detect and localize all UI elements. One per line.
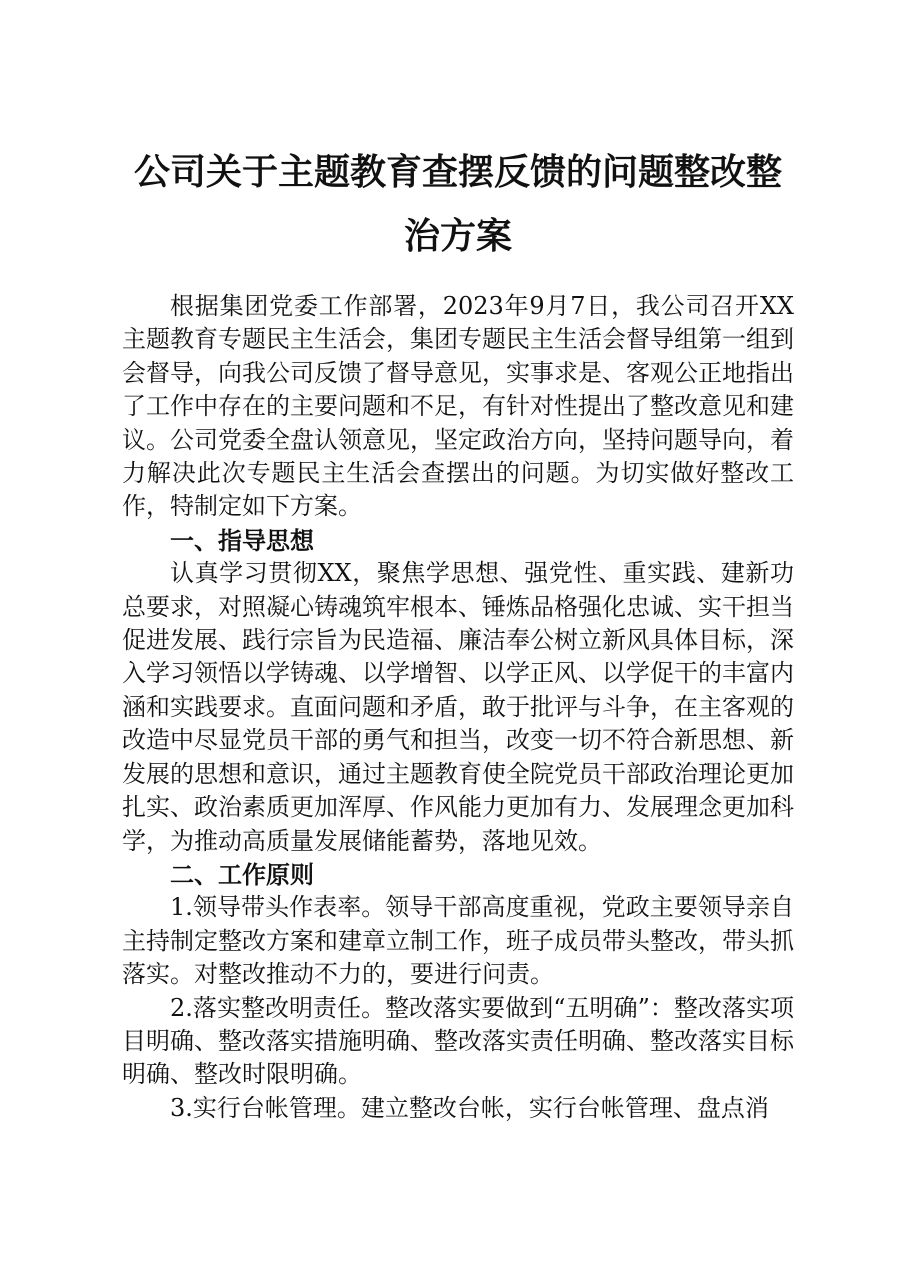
principle-1-paragraph: 1.领导带头作表率。领导干部高度重视，党政主要领导亲自主持制定整改方案和建章立制工作，班子成员带头整改，带头抓落实。对整改推动不力的，要进行问责。 — [122, 893, 794, 989]
document-body — [122, 290, 794, 1125]
document-title: 公司关于主题教育查摆反馈的问题整改整治方案 — [133, 151, 782, 257]
principle-3-paragraph: 3.实行台帐管理。建立整改台帐，实行台帐管理、盘点消 — [170, 1093, 769, 1122]
document-page — [122, 140, 794, 1125]
intro-paragraph: 根据集团党委工作部署，2023年9月7日，我公司召开XX主题教育专题民主生活会，集团专题民主生活会督导组第一组到会督导，向我公司反馈了督导意见，实事求是、客观公正地指出了工作中存在的主要问题和不足，有针对性提出了整改意见和建议。公司党委全盘认领意见，坚定政治方向，坚持问题导向，着力解决此次专题民主生活会查摆出的问题。为切实做好整改工作，特制定如下方案。 — [122, 292, 794, 521]
principle-2-paragraph: 2.落实整改明责任。整改落实要做到“五明确”：整改落实项目明确、整改落实措施明确、整改落实责任明确、整改落实目标明确、整改时限明确。 — [122, 993, 794, 1089]
guiding-thought-paragraph: 认真学习贯彻XX，聚焦学思想、强党性、重实践、建新功总要求，对照凝心铸魂筑牢根本、锤炼品格强化忠诚、实干担当促进发展、践行宗旨为民造福、廉洁奉公树立新风具体目标，深入学习领悟以学铸魂、以学增智、以学正风、以学促干的丰富内涵和实践要求。直面问题和矛盾，敢于批评与斗争，在主客观的改造中尽显党员干部的勇气和担当，改变一切不符合新思想、新发展的思想和意识，通过主题教育使全院党员干部政治理论更加扎实、政治素质更加浑厚、作风能力更加有力、发展理念更加科学，为推动高质量发展储能蓄势，落地见效。 — [122, 559, 794, 855]
section-heading-guiding-thought: 一、指导思想 — [170, 525, 314, 555]
section-heading-work-principles: 二、工作原则 — [170, 859, 314, 889]
